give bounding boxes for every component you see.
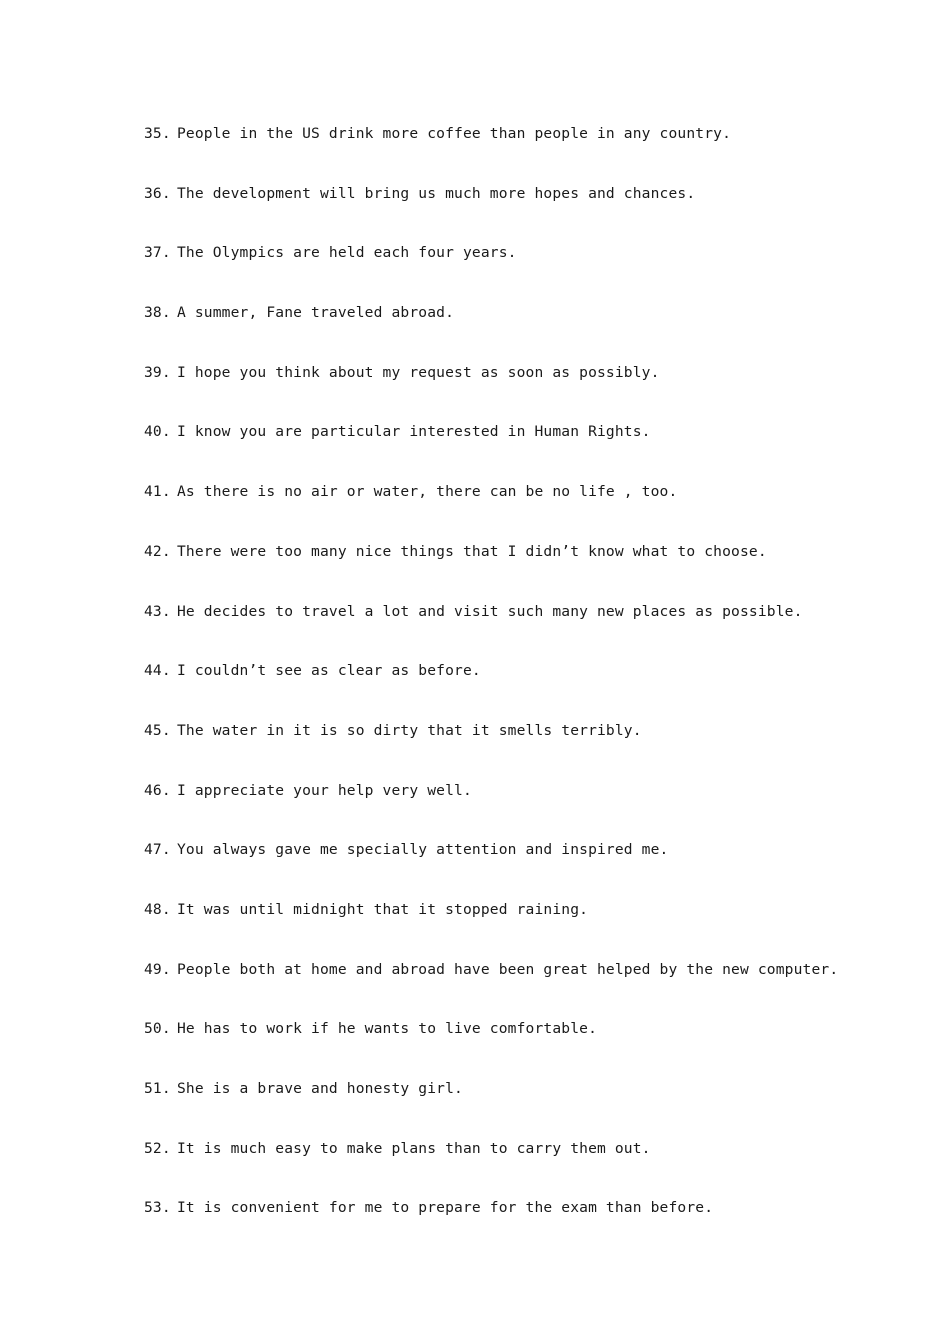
sentence-number: 49.: [144, 960, 171, 978]
sentence-number: 37.: [144, 244, 171, 262]
sentence-text: He has to work if he wants to live comfortable.: [177, 1020, 598, 1038]
sentence-text: I know you are particular interested in Human Rights.: [177, 423, 651, 441]
sentence-number: 47.: [144, 841, 171, 859]
sentence-number: 43.: [144, 602, 171, 620]
sentence-text: I couldn’t see as clear as before.: [177, 662, 481, 680]
sentence-number: 39.: [144, 363, 171, 381]
sentence-number: 50.: [144, 1020, 171, 1038]
sentence-number: 48.: [144, 900, 171, 918]
sentence-item: [144, 840, 838, 900]
sentence-item: [144, 1019, 838, 1079]
sentence-text: I hope you think about my request as soon as possibly.: [177, 363, 660, 381]
sentence-text: You always gave me specially attention and inspired me.: [177, 841, 669, 859]
sentence-item: [144, 1139, 838, 1199]
sentence-number: 51.: [144, 1080, 171, 1097]
sentence-item: [144, 482, 838, 542]
sentence-item: [144, 721, 838, 781]
sentence-number: 40.: [144, 423, 171, 441]
sentence-text: A summer, Fane traveled abroad.: [177, 304, 455, 322]
sentence-text: He decides to travel a lot and visit such many new places as possible.: [177, 602, 803, 620]
sentence-number: 45.: [144, 721, 171, 739]
sentence-item: [144, 243, 838, 303]
sentence-item: [144, 303, 838, 363]
sentence-text: She is a brave and honesty girl.: [177, 1080, 463, 1097]
sentence-item: [144, 184, 838, 244]
sentence-number: 41.: [144, 483, 171, 501]
sentence-list: [144, 124, 838, 1258]
sentence-text: It was until midnight that it stopped raining.: [177, 900, 589, 918]
sentence-item: [144, 363, 838, 423]
sentence-item: [144, 960, 838, 1020]
sentence-text: There were too many nice things that I didn’t know what to choose.: [177, 542, 767, 560]
sentence-item: [144, 900, 838, 960]
sentence-item: [144, 124, 838, 184]
sentence-text: It is much easy to make plans than to carry them out.: [177, 1139, 651, 1157]
sentence-number: 38.: [144, 304, 171, 322]
sentence-text: The Olympics are held each four years.: [177, 244, 517, 262]
sentence-text: It is convenient for me to prepare for the exam than before.: [177, 1199, 714, 1217]
sentence-item: [144, 1198, 838, 1258]
sentence-text: I appreciate your help very well.: [177, 781, 472, 799]
sentence-item: [144, 1079, 838, 1139]
sentence-item: [144, 781, 838, 841]
sentence-item: [144, 542, 838, 602]
sentence-text: The water in it is so dirty that it smells terribly.: [177, 721, 642, 739]
sentence-number: 42.: [144, 542, 171, 560]
sentence-text: As there is no air or water, there can be no life , too.: [177, 483, 678, 501]
sentence-number: 36.: [144, 184, 171, 202]
sentence-number: 46.: [144, 781, 171, 799]
sentence-item: [144, 661, 838, 721]
sentence-item: [144, 602, 838, 662]
sentence-number: 53.: [144, 1199, 171, 1217]
sentence-text: People in the US drink more coffee than people in any country.: [177, 125, 732, 142]
sentence-number: 35.: [144, 125, 171, 142]
sentence-number: 52.: [144, 1139, 171, 1157]
sentence-number: 44.: [144, 662, 171, 680]
sentence-item: [144, 422, 838, 482]
sentence-text: People both at home and abroad have been great helped by the new computer.: [177, 960, 839, 978]
sentence-text: The development will bring us much more hopes and chances.: [177, 184, 696, 202]
